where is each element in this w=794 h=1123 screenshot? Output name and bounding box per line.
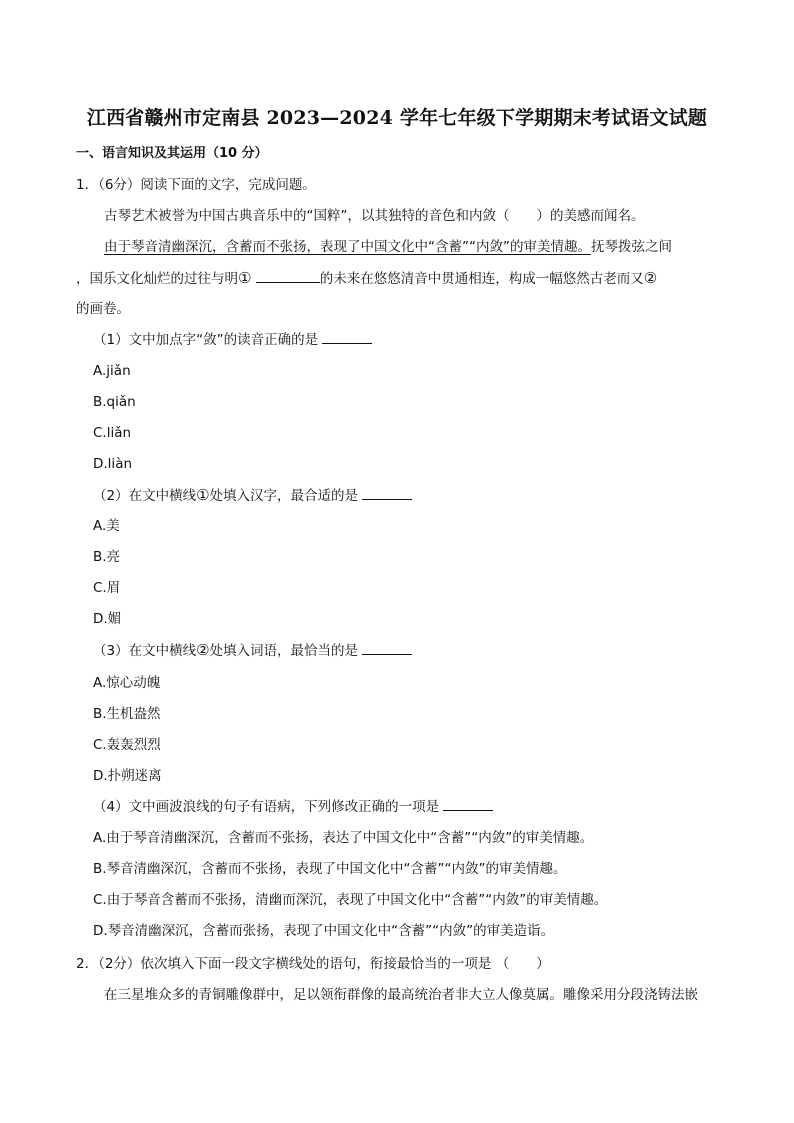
answer-blank	[322, 331, 372, 344]
option: A.惊心动魄	[93, 675, 161, 691]
option: C.liǎn	[93, 425, 132, 441]
wavy-underlined-sentence: 由于琴音清幽深沉，含蓄而不张扬，表现了中国文化中“含蓄”“内敛”的审美情趣。	[104, 239, 591, 255]
sub-question-1	[93, 331, 372, 349]
option: C.由于琴音含蓄而不张扬，清幽而深沉，表现了中国文化中“含蓄”“内敛”的审美情趣。	[93, 892, 608, 908]
option: D.扑朔迷离	[93, 768, 162, 784]
passage-line-2-rest: 抚琴拨弦之间	[590, 239, 672, 255]
option: C.眉	[93, 580, 121, 596]
option: D.媚	[93, 611, 122, 627]
option: D.琴音清幽深沉，含蓄而张扬，表现了中国文化中“含蓄”“内敛”的审美造诣。	[93, 923, 555, 939]
passage-line-2	[104, 238, 672, 256]
sub-question-4	[93, 798, 493, 816]
option: C.轰轰烈烈	[93, 737, 161, 753]
blank-marker-2: ②	[643, 269, 658, 287]
option: D.liàn	[93, 456, 133, 472]
option: A.由于琴音清幽深沉，含蓄而不张扬，表达了中国文化中“含蓄”“内敛”的审美情趣。	[93, 830, 594, 846]
sub-question-stem: （1）文中加点字“敛”的读音正确的是	[93, 332, 319, 348]
section-heading: 一、语言知识及其运用（10 分）	[76, 146, 268, 161]
sub-question-stem: （2）在文中横线	[93, 488, 197, 504]
option: A.jiǎn	[93, 363, 131, 379]
passage-text: 的未来在悠悠清音中贯通相连，构成一幅悠然古老而又	[319, 271, 644, 287]
question-1-stem: 1．（6分）阅读下面的文字，完成问题。	[76, 177, 316, 193]
blank-marker-1: ①	[238, 269, 252, 287]
sub-question-2	[93, 486, 412, 505]
passage-line-1: 古琴艺术被誉为中国古典音乐中的“国粹”，以其独特的音色和内敛（ ）的美感而闻名。	[104, 208, 645, 224]
option: B.qiǎn	[93, 394, 136, 410]
fill-blank-1	[256, 270, 320, 283]
sub-question-3	[93, 641, 412, 660]
blank-marker: ②	[196, 641, 210, 659]
sub-question-stem: 处填入词语，最恰当的是	[209, 643, 359, 659]
sub-question-stem: （4）文中画波浪线的句子有语病，下列修改正确的一项是	[93, 799, 440, 815]
option: A.美	[93, 518, 120, 534]
option: B.生机盎然	[93, 706, 161, 722]
option: B.亮	[93, 549, 121, 565]
blank-marker: ①	[196, 486, 210, 504]
passage-line-3	[76, 269, 657, 288]
passage-text: ，国乐文化灿烂的过往与明	[76, 271, 238, 287]
question-2-stem: 2．（2分）依次填入下面一段文字横线处的语句，衔接最恰当的一项是 （ ）	[76, 956, 550, 972]
page-title: 江西省赣州市定南县 2023—2024 学年七年级下学期期末考试语文试题	[86, 107, 708, 129]
passage-line-4: 的画卷。	[76, 301, 130, 317]
sub-question-stem: （3）在文中横线	[93, 643, 197, 659]
option: B.琴音清幽深沉，含蓄而不张扬，表现了中国文化中“含蓄”“内敛”的审美情趣。	[93, 861, 567, 877]
sub-question-stem: 处填入汉字，最合适的是	[209, 488, 359, 504]
question-2-passage: 在三星堆众多的青铜雕像群中，足以领衔群像的最高统治者非大立人像莫属。雕像采用分段浇铸法嵌	[104, 987, 698, 1003]
answer-blank	[362, 642, 412, 655]
answer-blank	[443, 798, 493, 811]
answer-blank	[362, 487, 412, 500]
